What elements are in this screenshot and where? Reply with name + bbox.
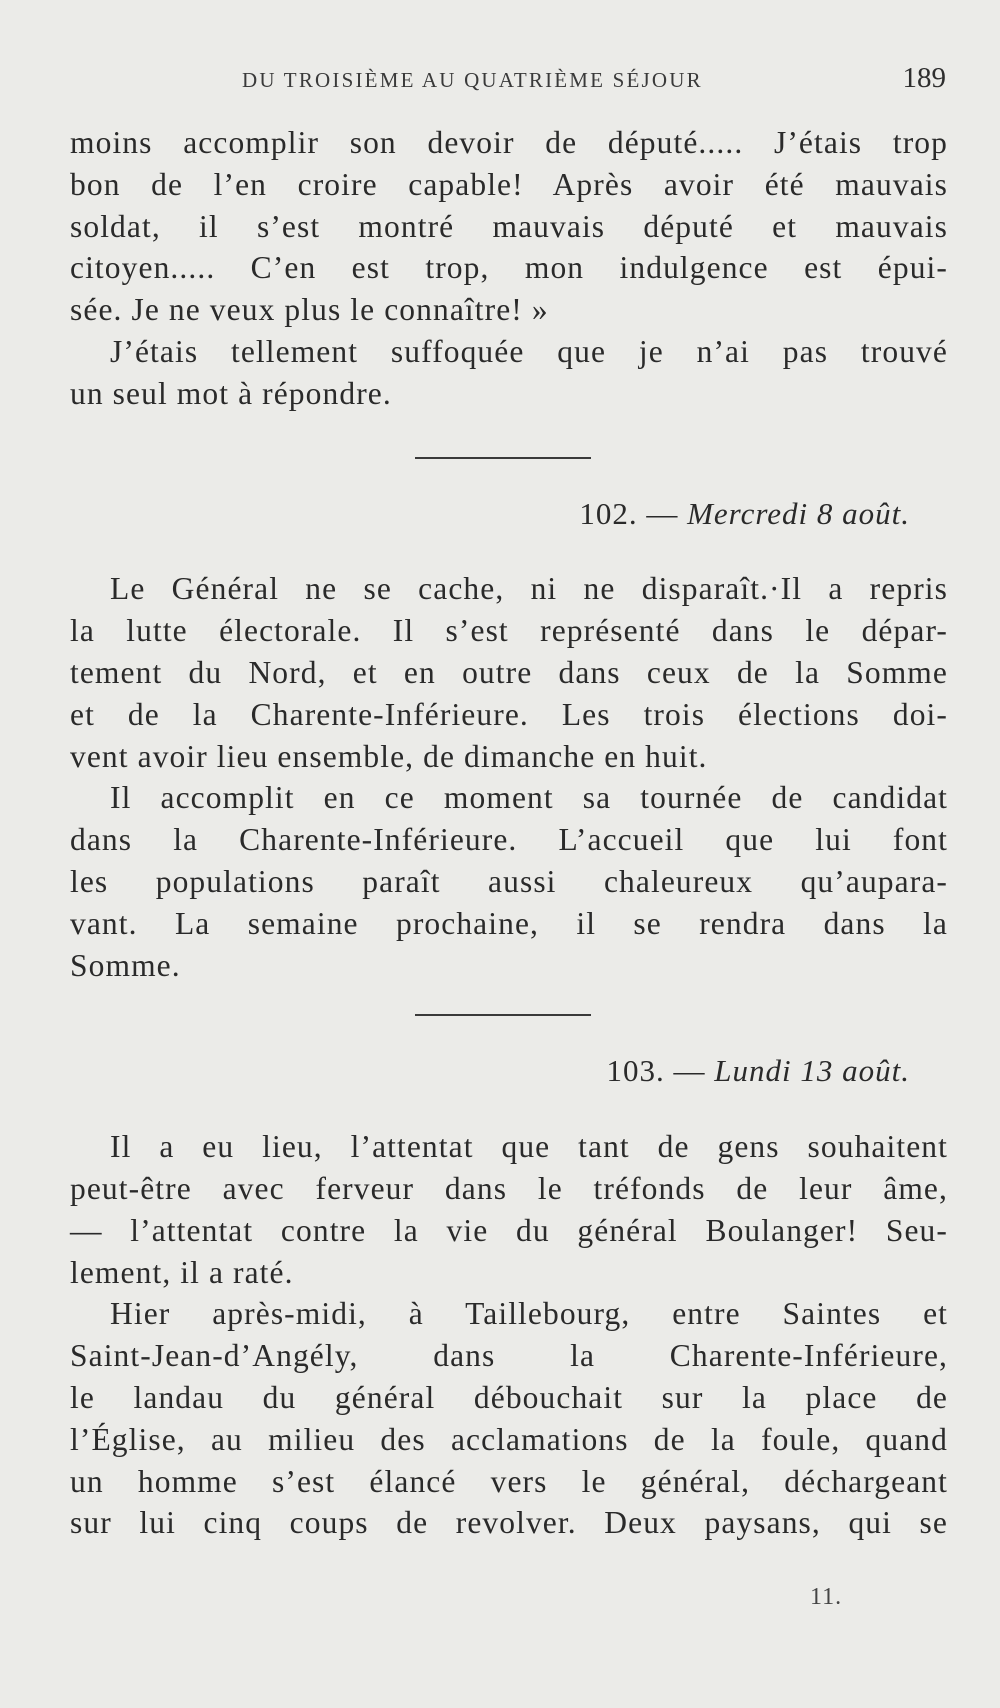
text-line: Le Général ne se cache, ni ne disparaît.·Il a repris [110, 571, 948, 607]
entry-date: Lundi 13 août. [714, 1053, 910, 1089]
text-line: dans la Charente-Inférieure. L’accueil que lui font [70, 822, 948, 858]
text-line: bon de l’en croire capable! Après avoir été mauvais [70, 166, 948, 202]
entry-heading-102 [70, 493, 948, 535]
entry-number: 103. — [606, 1053, 715, 1089]
text-line: vant. La semaine prochaine, il se rendra dans la [70, 905, 948, 941]
text-line: et de la Charente-Inférieure. Les trois élections doi- [70, 696, 948, 732]
text-line: Il accomplit en ce moment sa tournée de candidat [110, 780, 948, 816]
text-line: la lutte électorale. Il s’est représenté dans le dépar- [70, 613, 948, 649]
text-line: Somme. [70, 947, 181, 983]
running-head: DU TROISIÈME AU QUATRIÈME SÉJOUR [242, 68, 703, 92]
signature-mark: 11. [810, 1584, 843, 1610]
entry-date: Mercredi 8 août. [687, 495, 910, 531]
text-line: le landau du général débouchait sur la place de [70, 1379, 948, 1415]
text-line: sée. Je ne veux plus le connaître! » [70, 292, 549, 328]
paragraph-3 [70, 568, 948, 777]
text-line: Saint-Jean-d’Angély, dans la Charente-Inférieure, [70, 1338, 948, 1374]
page-number: 189 [902, 62, 946, 94]
entry-heading-103 [70, 1050, 948, 1092]
entry-number: 102. — [579, 495, 688, 531]
paragraph-6 [70, 1293, 948, 1544]
text-line: un seul mot à répondre. [70, 375, 392, 411]
page-header [72, 62, 952, 106]
text-line: — l’attentat contre la vie du général Boulanger! Seu- [70, 1212, 948, 1248]
text-line: peut-être avec ferveur dans le tréfonds de leur âme, [70, 1170, 948, 1206]
paragraph-5 [70, 1126, 948, 1293]
text-line: sur lui cinq coups de revolver. Deux paysans, qui se [70, 1505, 948, 1541]
text-line: J’étais tellement suffoquée que je n’ai pas trouvé [110, 333, 948, 369]
text-line: Hier après-midi, à Taillebourg, entre Saintes et [110, 1296, 948, 1332]
paragraph-4 [70, 777, 948, 986]
text-line: citoyen..... C’en est trop, mon indulgence est épui- [70, 250, 948, 286]
text-line: lement, il a raté. [70, 1254, 294, 1290]
text-line: l’Église, au milieu des acclamations de la foule, quand [70, 1421, 948, 1457]
text-line: moins accomplir son devoir de député..... J’étais trop [70, 125, 948, 160]
text-line: les populations paraît aussi chaleureux qu’aupara- [70, 863, 948, 899]
text-line: Il a eu lieu, l’attentat que tant de gens souhaitent [110, 1129, 948, 1165]
text-line: vent avoir lieu ensemble, de dimanche en huit. [70, 738, 708, 774]
body-text [70, 122, 948, 1544]
paragraph-2 [70, 331, 948, 415]
text-line: un homme s’est élancé vers le général, déchargeant [70, 1463, 948, 1499]
text-line: tement du Nord, et en outre dans ceux de la Somme [70, 654, 948, 690]
text-line: soldat, il s’est montré mauvais député et mauvais [70, 208, 948, 244]
paragraph-1 [70, 122, 948, 331]
